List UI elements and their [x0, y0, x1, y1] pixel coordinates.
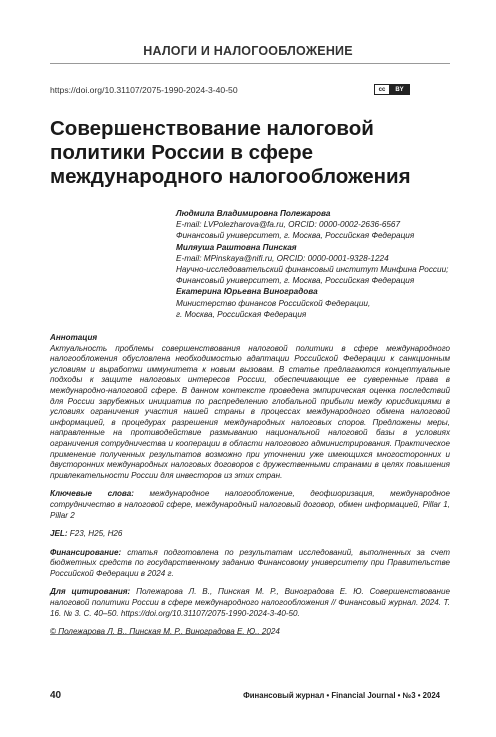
by-label: BY [390, 85, 409, 94]
keywords-paragraph [50, 489, 450, 521]
title-line: международного налогообложения [50, 165, 411, 188]
author-name: Екатерина Юрьевна Виноградова [176, 287, 318, 297]
article-title [50, 117, 450, 189]
funding-text: статья подготовлена по результатам исследований, выполненных за счет бюджетных средств по государственному заданию Финансовому университету при Правительстве Российской Федерации в 2024 г. [50, 547, 450, 578]
copyright-line: © Полежарова Л. В., Пинская М. Р., Виноградова Е. Ю., 2024 [50, 627, 280, 637]
author-contact: E-mail: LVPolezharova@fa.ru, ORCID: 0000-0002-2636-6567 [176, 220, 401, 230]
citation-paragraph [50, 587, 450, 619]
author-affiliation: Научно-исследовательский финансовый институт Минфина России; [176, 265, 449, 275]
author-name: Миляуша Раштовна Пинская [176, 242, 297, 252]
author-affiliation: Финансовый университет, г. Москва, Российская Федерация [176, 231, 415, 241]
cc-by-license-badge [374, 84, 410, 95]
cc-icon: cc [375, 85, 390, 94]
author-affiliation: г. Москва, Российская Федерация [176, 309, 307, 319]
doi-link[interactable]: https://doi.org/10.31107/2075-1990-2024-3-40-50 [50, 85, 238, 95]
citation-text: Полежарова Л. В., Пинская М. Р., Виноградова Е. Ю. Совершенствование налоговой политики России в сфере международного налогообложения // Финансовый журнал. 2024. Т. 16. № 3. С. 40–50. https://doi.org/10.31107/2075-1990-2024-3-40-50. [50, 587, 451, 618]
author-affiliation: Министерство финансов Российской Федерации, [176, 298, 371, 308]
author-name: Людмила Владимировна Полежарова [176, 209, 331, 218]
funding-label: Финансирование: [50, 547, 122, 557]
footnote-divider [50, 634, 270, 635]
author-affiliation: Финансовый университет, г. Москва, Российская Федерация [176, 276, 415, 286]
title-line: Совершенствование налоговой [50, 117, 374, 140]
section-divider [50, 63, 450, 64]
author-contact: E-mail: MPinskaya@nifi.ru, ORCID: 0000-0001-9328-1224 [176, 253, 389, 263]
section-header: НАЛОГИ И НАЛОГООБЛОЖЕНИЕ [143, 44, 353, 58]
title-line: политики России в сфере [50, 141, 314, 164]
abstract-block [50, 333, 450, 638]
jel-label: JEL: [50, 529, 68, 539]
abstract-text: Актуальность проблемы совершенствования налоговой политики в сфере международного налогообложения обусловлена необходимостью адаптации Российской Федерации к санкционным условиям и выработки иммунитета к новым вызовам. В статье предлагаются концептуальные подходы к защите налоговых интересов России, обеспечивающие ее суверенные права в международно-налоговой сфере. В данном контексте проведена эмпирическая оценка последствий для России зарубежных инициатив по распределению глобальной прибыли между юрисдикциями в условиях ограничения участия нашей страны в процессах международного обмена налоговой информацией, в процедурах разрешения международных налоговых споров. Предложены меры, направленные на противодействие размыванию национальной налоговой базы в условиях ограничения сотрудничества и кооперации в области налогового администрирования. Практическое применение полученных результатов возможно при уточнении уже имеющихся многосторонних и двусторонних международных налоговых договоров с дружественными странами в целях повышения привлекательности России для инвесторов из этих стран. [50, 343, 450, 480]
journal-footer: Финансовый журнал • Financial Journal • №3 • 2024 [243, 691, 440, 700]
keywords-label: Ключевые слова: [50, 489, 134, 499]
author-block [176, 208, 476, 320]
citation-label: Для цитирования: [50, 587, 131, 597]
jel-codes: F23, H25, H26 [69, 529, 123, 539]
keywords-text: международное налогообложение, деофшоризация, международное сотрудничество в налоговой сфере, международный налоговый договор, обмен информацией, Pillar 1, Pillar 2 [50, 489, 450, 520]
jel-paragraph [50, 529, 450, 540]
abstract-heading: Аннотация [50, 333, 98, 342]
page-number: 40 [50, 690, 62, 701]
funding-paragraph [50, 548, 450, 580]
